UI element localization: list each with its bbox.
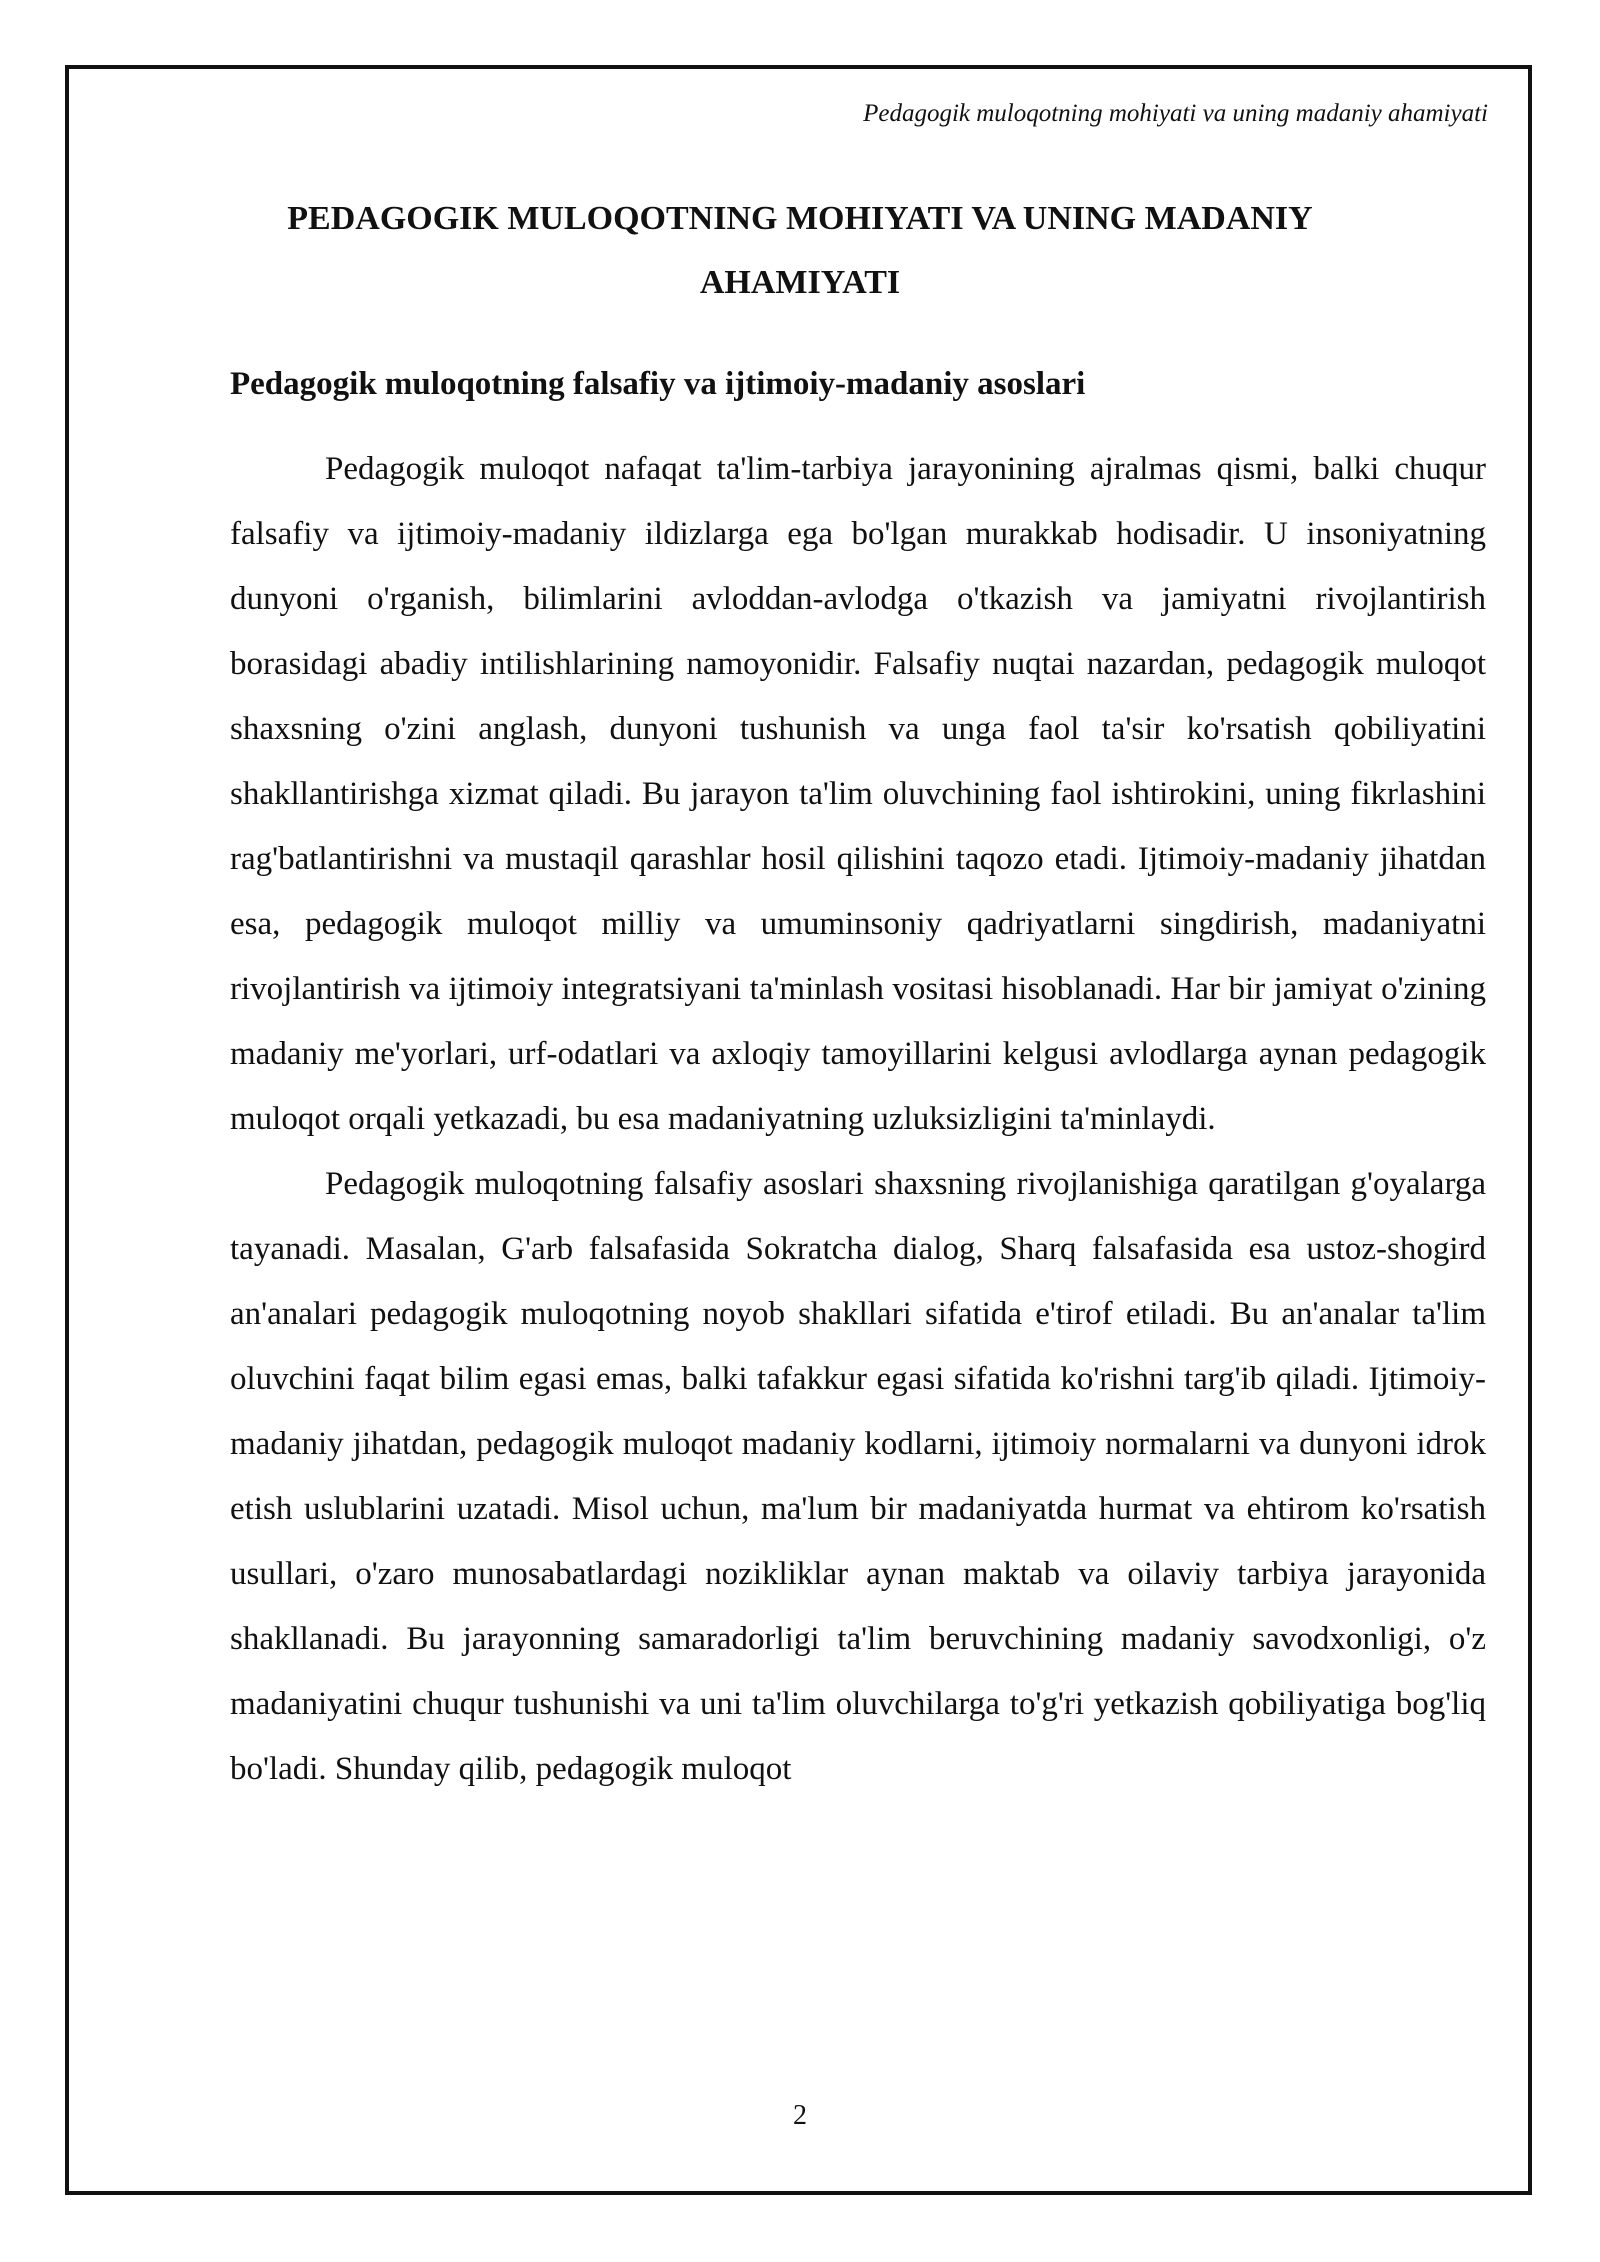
paragraph-1: Pedagogik muloqot nafaqat ta'lim-tarbiya jarayonining ajralmas qismi, balki chuqur falsafiy va ijtimoiy-madaniy ildizlarga ega bo'lgan murakkab hodisadir. U insoniyatning dunyoni o'rganish, bilimlarini avloddan-avlodga o'tkazish va jamiyatni rivojlantirish borasidagi abadiy intilishlarining namoyonidir. Falsafiy nuqtai nazardan, pedagogik muloqot shaxsning o'zini anglash, dunyoni tushunish va unga faol ta'sir ko'rsatish qobiliyatini shakllantirishga xizmat qiladi. Bu jarayon ta'lim oluvchining faol ishtirokini, uning fikrlashini rag'batlantirishni va mustaqil qarashlar hosil qilishini taqozo etadi. Ijtimoiy-madaniy jihatdan esa, pedagogik muloqot milliy va umuminsoniy qadriyatlarni singdirish, madaniyatni rivojlantirish va ijtimoiy integratsiyani ta'minlash vositasi hisoblanadi. Har bir jamiyat o'zining madaniy me'yorlari, urf-odatlari va axloqiy tamoyillarini kelgusi avlodlarga aynan pedagogik muloqot orqali yetkazadi, bu esa madaniyatning uzluksizligini ta'minlaydi.	[230, 451, 1486, 1137]
page-number: 2	[793, 2100, 807, 2131]
body-text	[230, 437, 1486, 1802]
running-header: Pedagogik muloqotning mohiyati va uning madaniy ahamiyati	[863, 100, 1488, 127]
section-heading: Pedagogik muloqotning falsafiy va ijtimoiy-madaniy asoslari	[230, 366, 1086, 402]
document-title: PEDAGOGIK MULOQOTNING MOHIYATI VA UNING MADANIY AHAMIYATI	[287, 200, 1313, 301]
paragraph-2: Pedagogik muloqotning falsafiy asoslari shaxsning rivojlanishiga qaratilgan g'oyalarga tayanadi. Masalan, G'arb falsafasida Sokratcha dialog, Sharq falsafasida esa ustoz-shogird an'analari pedagogik muloqotning noyob shakllari sifatida e'tirof etiladi. Bu an'analar ta'lim oluvchini faqat bilim egasi emas, balki tafakkur egasi sifatida ko'rishni targ'ib qiladi. Ijtimoiy-madaniy jihatdan, pedagogik muloqot madaniy kodlarni, ijtimoiy normalarni va dunyoni idrok etish uslublarini uzatadi. Misol uchun, ma'lum bir madaniyatda hurmat va ehtirom ko'rsatish usullari, o'zaro munosabatlardagi nozikliklar aynan maktab va oilaviy tarbiya jarayonida shakllanadi. Bu jarayonning samaradorligi ta'lim beruvchining madaniy savodxonligi, o'z madaniyatini chuqur tushunishi va uni ta'lim oluvchilarga to'g'ri yetkazish qobiliyatiga bog'liq bo'ladi. Shunday qilib, pedagogik muloqot	[230, 1166, 1486, 1787]
